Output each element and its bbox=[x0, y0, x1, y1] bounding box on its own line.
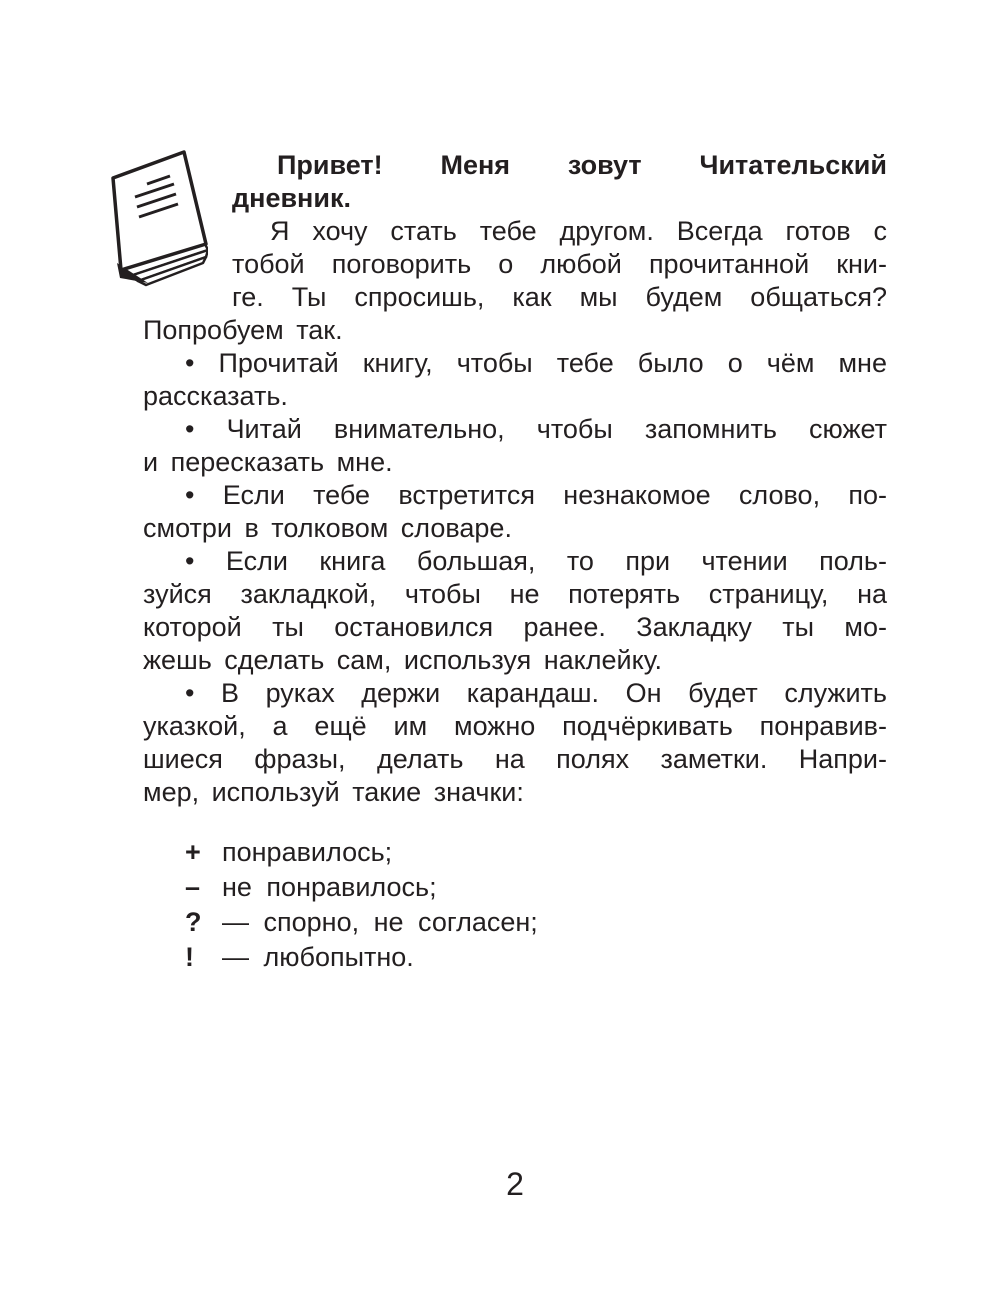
bullet-marker: • bbox=[185, 546, 195, 576]
bullet-line: шиеся фразы, делать на полях заметки. Напри- bbox=[143, 744, 887, 774]
page-number: 2 bbox=[506, 1166, 524, 1202]
symbol-text: не понравилось; bbox=[222, 872, 437, 902]
bullet-line bbox=[143, 479, 887, 512]
bullet-text: Читай внимательно, чтобы запомнить сюжет bbox=[226, 414, 887, 444]
bullet-line bbox=[143, 413, 887, 446]
symbol-mark: + bbox=[185, 837, 201, 867]
notebook-icon bbox=[108, 149, 208, 297]
bullet-marker: • bbox=[185, 348, 195, 378]
symbol-mark: – bbox=[185, 872, 201, 902]
symbol-item bbox=[143, 835, 887, 870]
heading-line: дневник. bbox=[232, 183, 351, 213]
symbol-mark: ? bbox=[185, 907, 202, 937]
bullet-line bbox=[143, 347, 887, 380]
intro-line: Попробуем так. bbox=[143, 315, 343, 345]
bullet-text: Если книга большая, то при чтении поль- bbox=[225, 546, 887, 576]
symbol-text: понравилось; bbox=[222, 837, 393, 867]
intro-line: Я хочу стать тебе другом. Всегда готов с bbox=[270, 216, 887, 246]
bullet-text: Если тебе встретится незнакомое слово, по- bbox=[222, 480, 887, 510]
bullet-line: указкой, а ещё им можно подчёркивать понравив- bbox=[143, 711, 887, 741]
text-block bbox=[143, 149, 887, 975]
bullet-line bbox=[143, 545, 887, 578]
symbols-legend bbox=[143, 835, 887, 975]
intro-line: тобой поговорить о любой прочитанной кни- bbox=[232, 249, 887, 279]
bullet-line: жешь сделать сам, используя наклейку. bbox=[143, 645, 663, 675]
symbol-item bbox=[143, 905, 887, 940]
bullet-text: В руках держи карандаш. Он будет служить bbox=[221, 678, 887, 708]
bullet-line: зуйся закладкой, чтобы не потерять страницу, на bbox=[143, 579, 887, 609]
bullet-line: рассказать. bbox=[143, 381, 288, 411]
bullet-line: которой ты остановился ранее. Закладку ты мо- bbox=[143, 612, 887, 642]
bullet-text: Прочитай книгу, чтобы тебе было о чём мне bbox=[218, 348, 887, 378]
symbol-text: — спорно, не согласен; bbox=[222, 907, 538, 937]
heading-line: Привет! Меня зовут Читательский bbox=[277, 150, 887, 180]
bullet-marker: • bbox=[185, 414, 195, 444]
symbol-mark: ! bbox=[185, 942, 194, 972]
bullet-line: и пересказать мне. bbox=[143, 447, 393, 477]
bullet-marker: • bbox=[185, 480, 195, 510]
bullet-marker: • bbox=[185, 678, 195, 708]
bullet-line: смотри в толковом словаре. bbox=[143, 513, 512, 543]
symbol-item bbox=[143, 940, 887, 975]
bullet-line bbox=[143, 677, 887, 710]
symbol-item bbox=[143, 870, 887, 905]
bullet-line: мер, используй такие значки: bbox=[143, 777, 524, 807]
intro-line: ге. Ты спросишь, как мы будем общаться? bbox=[232, 282, 887, 312]
symbol-text: — любопытно. bbox=[222, 942, 414, 972]
